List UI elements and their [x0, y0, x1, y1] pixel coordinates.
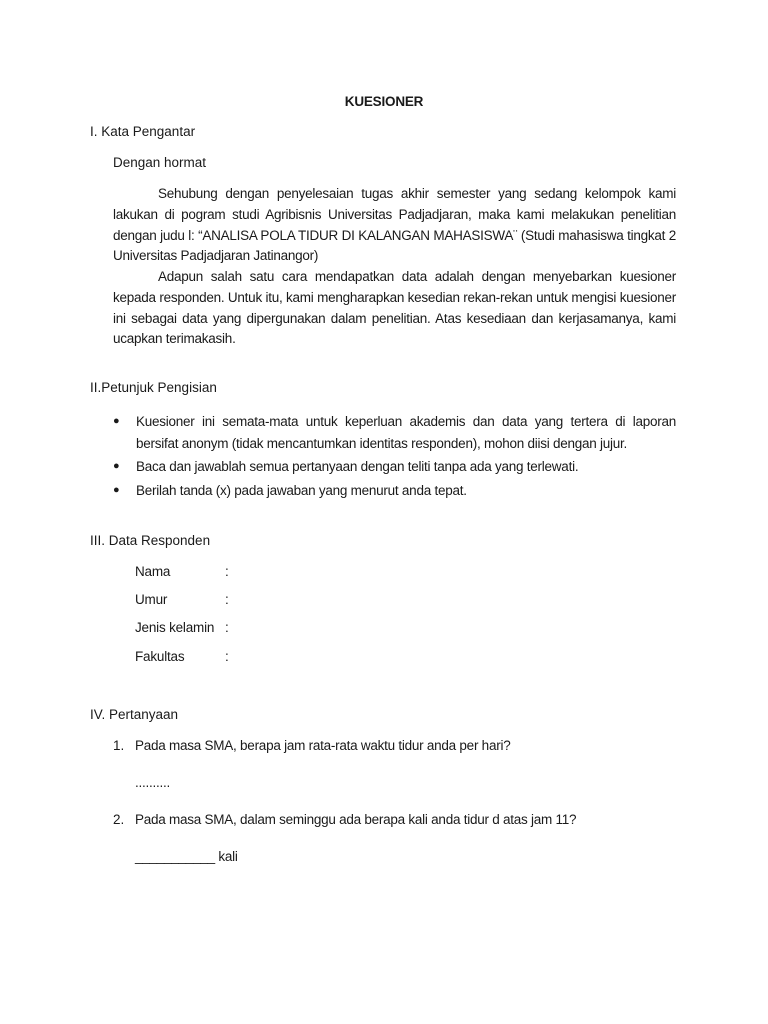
list-item	[113, 411, 676, 454]
field-label: Fakultas	[135, 649, 185, 664]
list-item-text: Berilah tanda (x) pada jawaban yang menurut anda tepat.	[136, 482, 467, 498]
section-heading-data-responden: III. Data Responden	[90, 533, 211, 548]
bullet-icon: ●	[113, 415, 120, 427]
bullet-icon: ●	[113, 460, 120, 472]
document-title: KUESIONER	[344, 94, 424, 109]
field-label: Jenis kelamin	[135, 620, 215, 635]
list-item-text: Kuesioner ini semata-mata untuk keperluan akademis dan data yang tertera di laporan bersifat anonym (tidak mencantumkan identitas responden), mohon diisi dengan jujur.	[136, 414, 676, 451]
list-item	[113, 456, 676, 478]
intro-paragraph-1-text: Sehubung dengan penyelesaian tugas akhir semester yang sedang kelompok kami lakukan di pogram studi Agribisnis Universitas Padjadjaran, maka kami melakukan penelitian dengan judu l: “ANALISA POLA TIDUR DI KALANGAN MAHASISWA¨ (Studi mahasiswa tingkat 2 Universitas Padjadjaran Jatinangor)	[113, 186, 676, 264]
question-text-2: Pada masa SMA, dalam seminggu ada berapa kali anda tidur d atas jam 11?	[135, 812, 577, 827]
question-number-1: 1.	[113, 738, 125, 753]
intro-paragraph-1	[113, 184, 676, 267]
field-label: Nama	[135, 564, 171, 579]
field-colon: :	[225, 620, 229, 635]
instruction-list	[113, 411, 676, 503]
section-heading-petunjuk: II.Petunjuk Pengisian	[90, 380, 217, 395]
section-heading-pertanyaan: IV. Pertanyaan	[90, 707, 179, 722]
question-number-2: 2.	[113, 812, 125, 827]
bullet-icon: ●	[113, 483, 120, 496]
field-colon: :	[225, 564, 229, 579]
field-colon: :	[225, 649, 229, 664]
field-label: Umur	[135, 592, 168, 607]
question-text-1: Pada masa SMA, berapa jam rata-rata waktu tidur anda per hari?	[135, 738, 511, 753]
list-item-text: Baca dan jawablah semua pertanyaan dengan teliti tanpa ada yang terlewati.	[136, 459, 579, 474]
section-heading-kata-pengantar: I. Kata Pengantar	[90, 124, 196, 139]
intro-paragraph-2-text: Adapun salah satu cara mendapatkan data adalah dengan menyebarkan kuesioner kepada responden. Untuk itu, kami mengharapkan kesedian rekan-rekan untuk mengisi kuesioner ini sebagai data yang dipergunakan dalam penelitian. Atas kesediaan dan kerjasamanya, kami ucapkan terimakasih.	[113, 269, 676, 347]
field-colon: :	[225, 592, 229, 607]
list-item	[113, 480, 676, 502]
intro-paragraph-2	[113, 267, 676, 350]
answer-blank-2: ___________ kali	[135, 849, 238, 864]
answer-blank-1: ..........	[135, 775, 171, 790]
greeting-text: Dengan hormat	[113, 155, 207, 170]
